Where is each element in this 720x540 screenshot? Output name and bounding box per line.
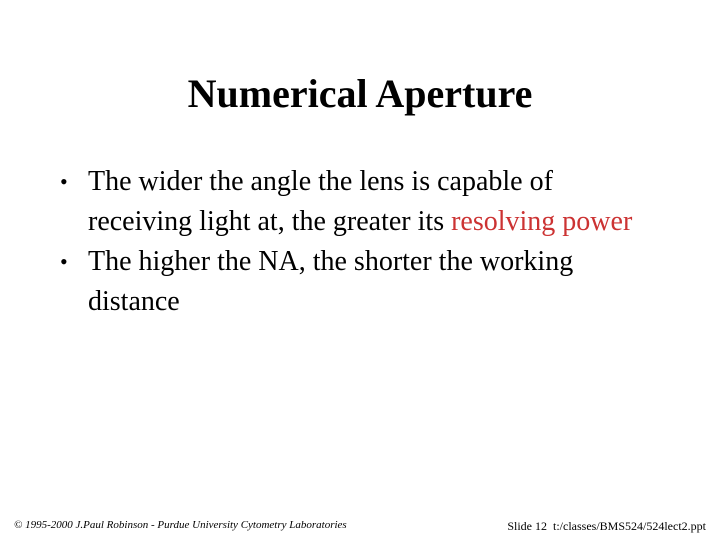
footer-copyright: © 1995-2000 J.Paul Robinson - Purdue University Cytometry Laboratories	[14, 519, 347, 531]
slide-number: Slide 12	[507, 519, 547, 533]
slide-title: Numerical Aperture	[187, 71, 533, 116]
file-path: t:/classes/BMS524/524lect2.ppt	[553, 519, 706, 533]
bullet-icon: •	[60, 169, 68, 194]
bullet-item-working-distance	[60, 242, 660, 322]
bullet-text: The higher the NA, the shorter the working distance	[88, 246, 574, 317]
bullet-text: The wider the angle the lens is capable of receiving light at, the greater its	[88, 166, 553, 237]
footer-slide-info	[507, 519, 706, 533]
bullet-icon: •	[60, 249, 68, 274]
bullet-highlight: resolving power	[451, 206, 633, 237]
bullet-list	[60, 162, 660, 322]
bullet-item-resolving-power	[60, 162, 660, 242]
